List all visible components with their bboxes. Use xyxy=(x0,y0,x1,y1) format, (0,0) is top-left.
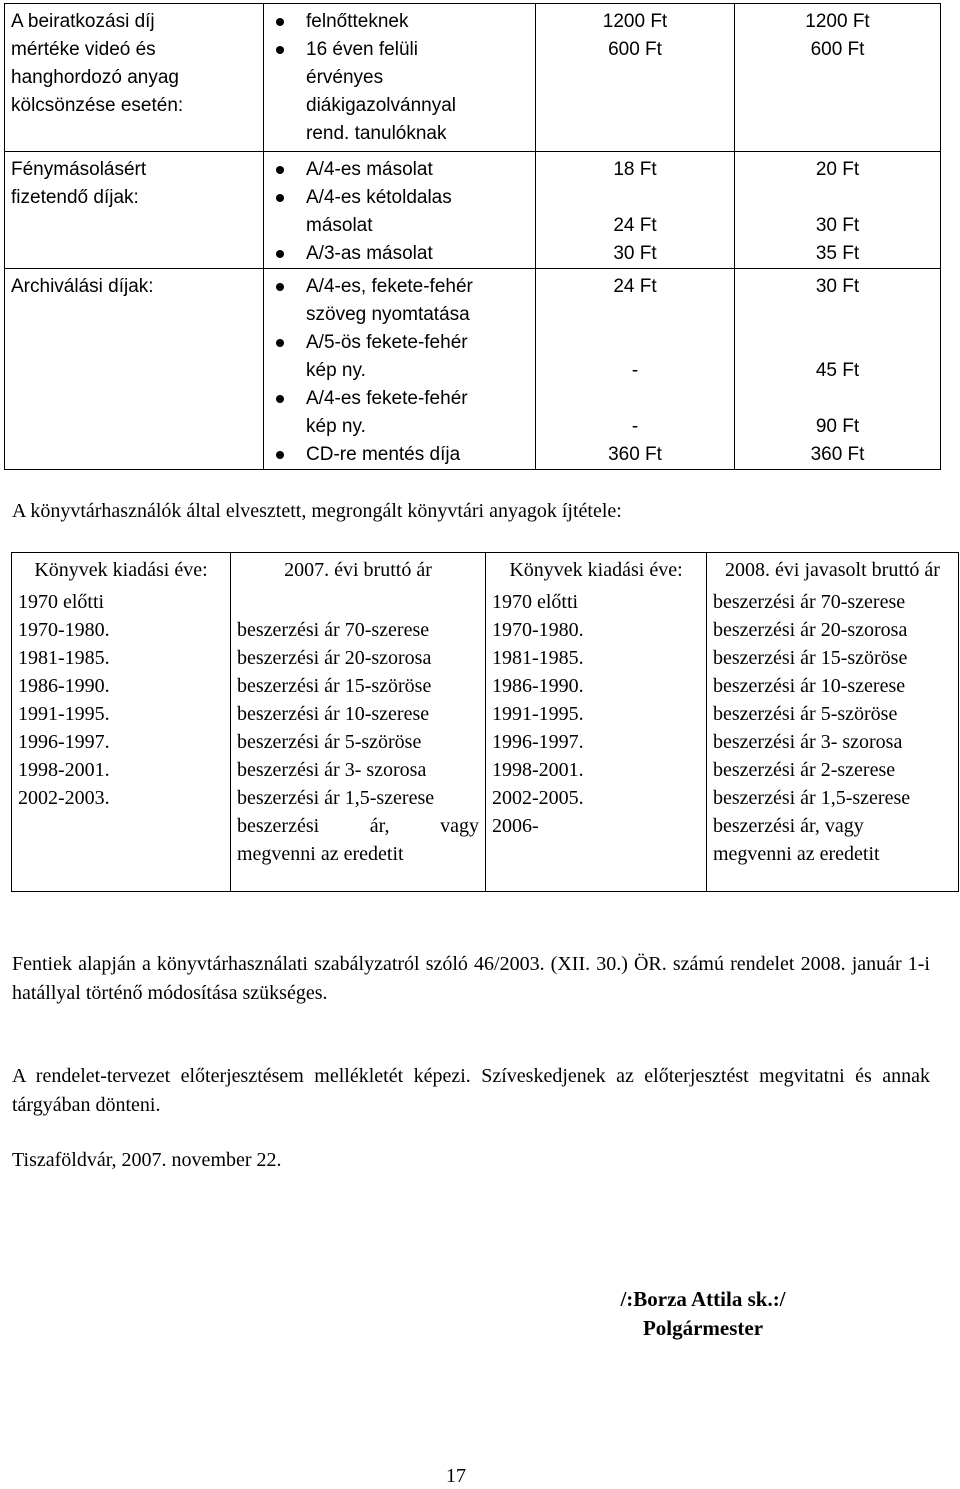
fee-label-cell xyxy=(5,269,264,470)
price-list xyxy=(713,588,952,868)
place-date: Tiszaföldvár, 2007. november 22. xyxy=(12,1149,282,1171)
fee-label-line: hanghordozó anyag xyxy=(11,67,179,88)
list-item: 2006- xyxy=(492,815,539,837)
fee-item-text: másolat xyxy=(306,215,373,236)
price-column-2008 xyxy=(707,553,959,892)
fee-item-text: A/4-es fekete-fehér xyxy=(306,388,468,409)
fee-item xyxy=(264,441,529,469)
list-item: beszerzési ár 70-szerese xyxy=(237,619,430,641)
fee-item xyxy=(264,212,529,240)
fee-row-archiving xyxy=(5,269,941,470)
fee-price: - xyxy=(631,416,639,437)
fee-price-2007-cell xyxy=(536,152,735,269)
column-header: Könyvek kiadási éve: xyxy=(509,559,683,581)
paragraph-proposal: A rendelet-tervezet előterjesztésem mellékletét képezi. Szíveskedjenek az előterjesztést megvitatni és annak tárgyában dönteni. xyxy=(12,1065,930,1116)
paragraph-amendment: Fentiek alapján a könyvtárhasználati szabályzatról szóló 46/2003. (XII. 30.) ÖR. számú rendelet 2008. január 1-i hatállyal történő módosítása szükséges. xyxy=(12,953,930,1004)
list-item: 1991-1995. xyxy=(492,703,584,725)
list-item: 1986-1990. xyxy=(18,675,110,697)
replacement-table-row xyxy=(12,553,959,892)
fee-price xyxy=(542,301,728,329)
fee-items-cell xyxy=(264,4,536,152)
bullet-icon xyxy=(276,339,284,347)
list-item: beszerzési ár 15-szöröse xyxy=(237,675,432,697)
fee-item-text: A/5-ös fekete-fehér xyxy=(306,332,468,353)
fee-price xyxy=(542,329,728,357)
list-item: beszerzési ár 70-szerese xyxy=(713,591,906,613)
year-list xyxy=(492,588,700,840)
fee-row-registration xyxy=(5,4,941,152)
bullet-icon xyxy=(276,395,284,403)
fee-price xyxy=(542,92,728,120)
list-item: beszerzési ár, vagy xyxy=(237,815,479,837)
column-header: 2007. évi bruttó ár xyxy=(284,559,432,581)
list-item: 1970 előtti xyxy=(492,591,579,613)
year-column-2008 xyxy=(486,553,707,892)
fee-item-text: diákigazolvánnyal xyxy=(306,95,456,116)
fee-price: 18 Ft xyxy=(613,159,657,180)
list-item: 1996-1997. xyxy=(18,731,110,753)
fee-item-text: A/4-es másolat xyxy=(306,159,433,180)
fee-price: 1200 Ft xyxy=(602,11,668,32)
fee-price xyxy=(741,329,934,357)
fee-price: 360 Ft xyxy=(608,444,662,465)
list-item: beszerzési ár 3- szorosa xyxy=(713,731,903,753)
fee-item-text: felnőtteknek xyxy=(306,11,409,32)
fee-label-cell xyxy=(5,152,264,269)
year-column-2007 xyxy=(12,553,231,892)
fee-item xyxy=(264,64,529,92)
signature-name: /:Borza Attila sk.:/ xyxy=(620,1287,786,1311)
fee-item xyxy=(264,385,529,413)
fee-item-text: A/3-as másolat xyxy=(306,243,433,264)
fee-price: 30 Ft xyxy=(815,215,860,236)
bullet-icon xyxy=(276,166,284,174)
signature-block xyxy=(598,1285,808,1343)
column-header: Könyvek kiadási éve: xyxy=(34,559,208,581)
fee-price-2008-cell xyxy=(735,4,941,152)
list-item: 1986-1990. xyxy=(492,675,584,697)
fee-price xyxy=(741,92,934,120)
page-number: 17 xyxy=(446,1465,466,1487)
fee-item-text: CD-re mentés díja xyxy=(306,444,461,465)
fee-label-cell xyxy=(5,4,264,152)
fee-item xyxy=(264,240,529,268)
fee-price xyxy=(542,64,728,92)
fee-label-line: Fénymásolásért xyxy=(11,159,147,180)
fee-price: 600 Ft xyxy=(608,39,662,60)
list-item: beszerzési ár, vagy xyxy=(713,815,864,837)
fee-item-text: kép ny. xyxy=(306,416,366,437)
fee-price: 360 Ft xyxy=(810,444,865,465)
bullet-icon xyxy=(276,250,284,258)
list-item: beszerzési ár 10-szerese xyxy=(237,703,430,725)
list-item: 1970-1980. xyxy=(492,619,584,641)
fee-price xyxy=(741,301,934,329)
fee-item xyxy=(264,92,529,120)
list-item: beszerzési ár 3- szorosa xyxy=(237,759,427,781)
fee-price: 600 Ft xyxy=(810,39,865,60)
fee-item xyxy=(264,357,529,385)
list-item: 1996-1997. xyxy=(492,731,584,753)
fee-price: 24 Ft xyxy=(613,276,657,297)
fee-price xyxy=(741,120,934,148)
list-item: beszerzési ár 1,5-szerese xyxy=(237,787,435,809)
fee-item-text: A/4-es kétoldalas xyxy=(306,187,452,208)
fee-price xyxy=(741,64,934,92)
fee-item-text: rend. tanulóknak xyxy=(306,123,447,144)
list-item: beszerzési ár 15-szöröse xyxy=(713,647,908,669)
fee-price: 1200 Ft xyxy=(805,11,870,32)
fee-item-text: kép ny. xyxy=(306,360,366,381)
price-list xyxy=(237,616,479,812)
bullet-icon xyxy=(276,451,284,459)
list-item: 2002-2005. xyxy=(492,787,584,809)
fee-price: 45 Ft xyxy=(815,360,860,381)
fee-price xyxy=(741,184,934,212)
fee-price: 20 Ft xyxy=(815,159,860,180)
fee-item-text: érvényes xyxy=(306,67,384,88)
list-item: 1970-1980. xyxy=(18,619,110,641)
fee-price xyxy=(542,120,728,148)
fee-item xyxy=(264,413,529,441)
list-item: beszerzési ár 2-szerese xyxy=(713,759,896,781)
list-item: beszerzési ár 10-szerese xyxy=(713,675,906,697)
list-item: beszerzési ár 1,5-szerese xyxy=(713,787,911,809)
bullet-icon xyxy=(276,18,284,26)
list-item: 1991-1995. xyxy=(18,703,110,725)
fee-items-cell xyxy=(264,269,536,470)
list-item: megvenni az eredetit xyxy=(237,843,404,865)
list-item: beszerzési ár 5-szöröse xyxy=(713,703,898,725)
fee-price: 90 Ft xyxy=(815,416,860,437)
fee-item xyxy=(264,156,529,184)
list-item: beszerzési ár 20-szorosa xyxy=(713,619,908,641)
fee-label-line: kölcsönzése esetén: xyxy=(11,95,184,116)
fee-label-line: mértéke videó és xyxy=(11,39,156,60)
fee-item-text: szöveg nyomtatása xyxy=(306,304,470,325)
fee-price: 24 Ft xyxy=(613,215,657,236)
fee-price: 35 Ft xyxy=(815,243,860,264)
replacement-table xyxy=(11,552,959,892)
list-item: beszerzési ár 5-szöröse xyxy=(237,731,422,753)
fee-label-line: A beiratkozási díj xyxy=(11,11,155,32)
bullet-icon xyxy=(276,194,284,202)
list-item: 1981-1985. xyxy=(18,647,110,669)
fee-price xyxy=(542,184,728,212)
fee-price: - xyxy=(631,360,639,381)
bullet-icon xyxy=(276,46,284,54)
year-list xyxy=(18,588,224,812)
fee-row-photocopy xyxy=(5,152,941,269)
fee-items-cell xyxy=(264,152,536,269)
bullet-icon xyxy=(276,283,284,291)
fee-item xyxy=(264,8,529,36)
list-item: 2002-2003. xyxy=(18,787,110,809)
fee-price xyxy=(542,385,728,413)
fee-price: 30 Ft xyxy=(613,243,657,264)
list-item: 1981-1985. xyxy=(492,647,584,669)
fee-price xyxy=(741,385,934,413)
list-item: beszerzési ár 20-szorosa xyxy=(237,647,432,669)
fee-item-text: A/4-es, fekete-fehér xyxy=(306,276,473,297)
fee-label-line: Archiválási díjak: xyxy=(11,276,154,297)
replacement-caption: A könyvtárhasználók által elvesztett, megrongált könyvtári anyagok íjtétele: xyxy=(12,500,622,522)
fee-table xyxy=(4,3,941,470)
fee-item xyxy=(264,120,529,148)
fee-price-2007-cell xyxy=(536,4,735,152)
fee-item xyxy=(264,329,529,357)
fee-item-text: 16 éven felüli xyxy=(306,39,418,60)
fee-item xyxy=(264,36,529,64)
price-column-2007 xyxy=(231,553,486,892)
fee-item xyxy=(264,273,529,301)
list-item: 1998-2001. xyxy=(18,759,110,781)
list-item: 1998-2001. xyxy=(492,759,584,781)
fee-item xyxy=(264,301,529,329)
signature-title: Polgármester xyxy=(642,1316,764,1340)
fee-price-2008-cell xyxy=(735,269,941,470)
fee-label-line: fizetendő díjak: xyxy=(11,187,139,208)
fee-price-2007-cell xyxy=(536,269,735,470)
list-item: megvenni az eredetit xyxy=(713,843,880,865)
fee-item xyxy=(264,184,529,212)
fee-price-2008-cell xyxy=(735,152,941,269)
fee-price: 30 Ft xyxy=(815,276,860,297)
list-item: 1970 előtti xyxy=(18,591,105,613)
column-header: 2008. évi javasolt bruttó ár xyxy=(725,559,940,581)
